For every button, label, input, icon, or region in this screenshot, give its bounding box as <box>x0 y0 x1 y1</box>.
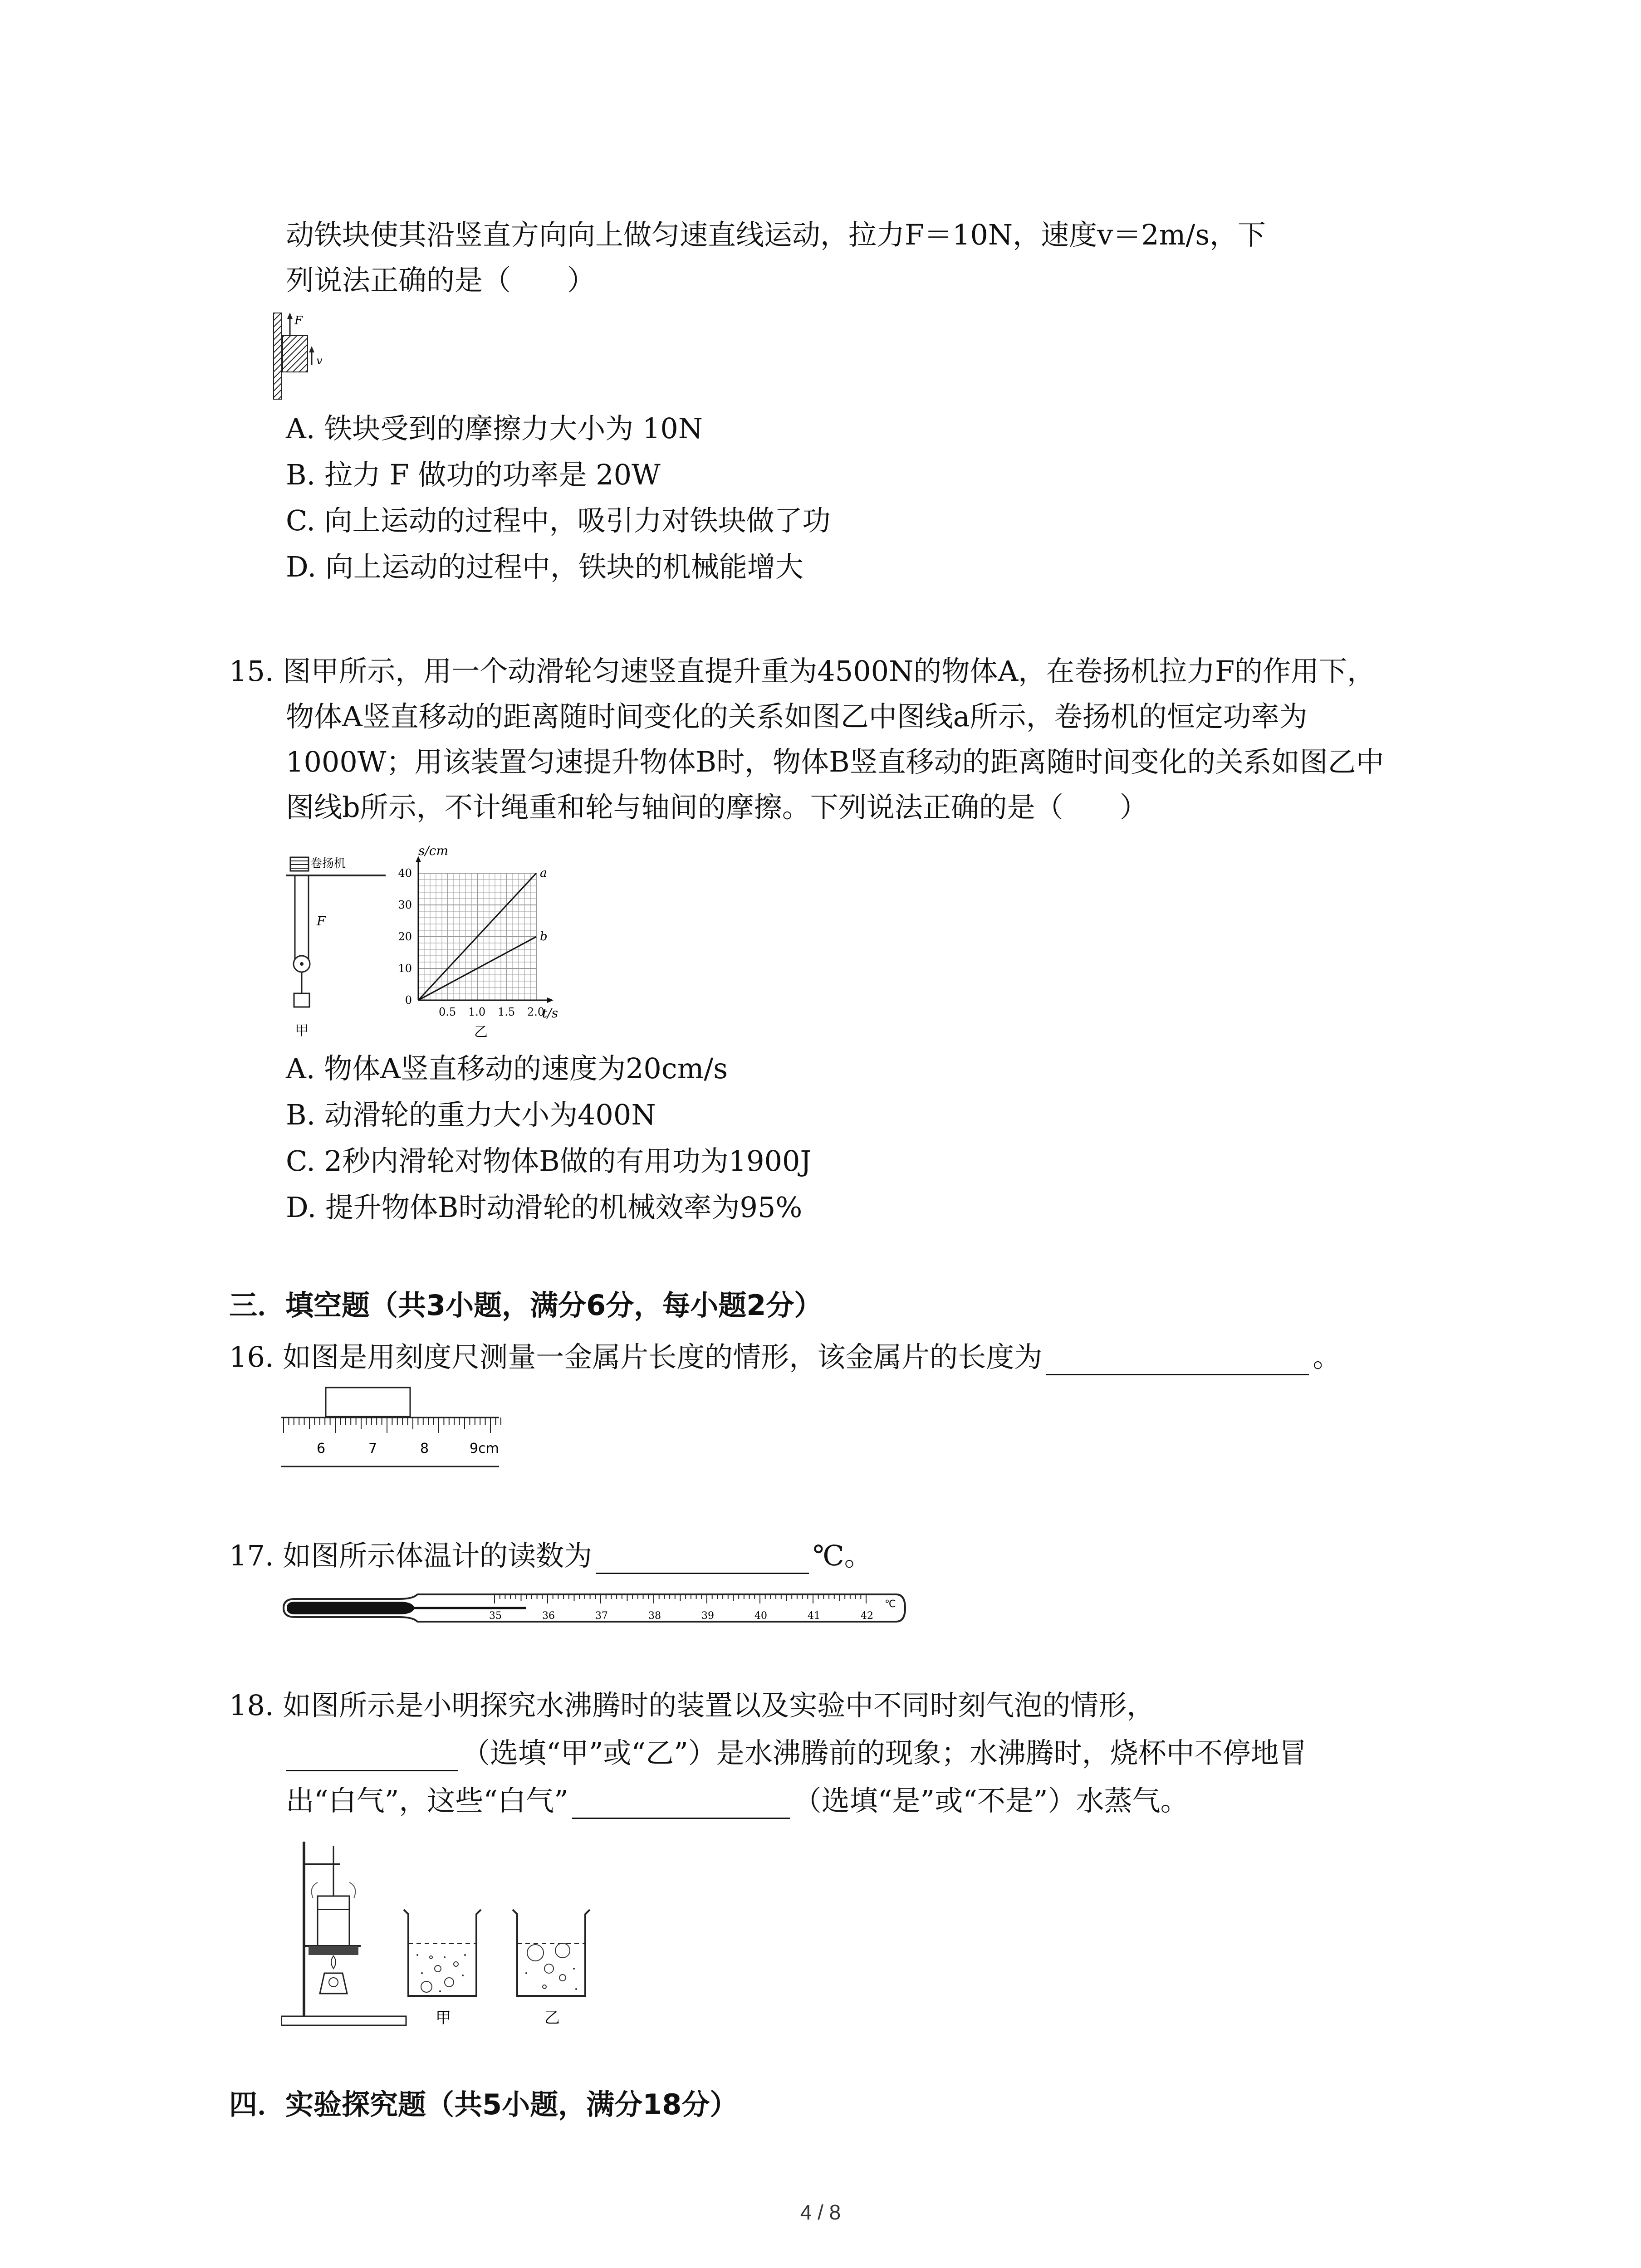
q16-ruler-figure <box>281 1386 517 1476</box>
x-axis-arrow-icon <box>547 997 554 1003</box>
chart-series <box>418 866 548 1000</box>
q14-line1: 动铁块使其沿竖直方向向上做匀速直线运动，拉力F＝10N，速度v＝2m/s，下 <box>286 218 1266 251</box>
q14-line2: 列说法正确的是（ ） <box>286 264 596 297</box>
arrow-head-icon <box>309 346 314 352</box>
q16-text: 16. 如图是用刻度尺测量一金属片长度的情形，该金属片的长度为 <box>229 1340 1043 1374</box>
q18-answer-blank-1[interactable] <box>286 1743 458 1771</box>
iron-block <box>283 336 308 372</box>
flame-icon <box>331 1956 336 1969</box>
thermo-label: 42 <box>861 1610 873 1622</box>
ruler-ticks <box>284 1418 501 1433</box>
q16-end: 。 <box>1313 1340 1341 1374</box>
ruler-label-6: 6 <box>317 1441 326 1457</box>
q18-line2 <box>286 1735 1307 1771</box>
magnet-wall <box>274 313 282 399</box>
metal-sheet <box>326 1388 410 1417</box>
y-tick-label: 0 <box>405 994 412 1007</box>
q14-option-c: C. 向上运动的过程中，吸引力对铁块做了功 <box>286 504 831 537</box>
thermo-label: 37 <box>595 1610 608 1622</box>
thermo-label: 35 <box>489 1610 502 1622</box>
q15-line2: 物体A竖直移动的距离随时间变化的关系如图乙中图线a所示，卷扬机的恒定功率为 <box>286 700 1308 733</box>
ruler-label-7: 7 <box>368 1441 377 1457</box>
q15-option-c: C. 2秒内滑轮对物体B做的有用功为1900J <box>286 1144 812 1178</box>
fig-jia-caption: 甲 <box>295 1023 309 1039</box>
thermo-label: 39 <box>701 1610 714 1622</box>
series-label-a: a <box>540 866 547 880</box>
q17-end: ℃。 <box>813 1539 872 1572</box>
q18-line3-text: 出“白气”，这些“白气” <box>286 1784 568 1817</box>
y-tick-label: 10 <box>398 962 412 975</box>
beaker-jia <box>404 1910 481 1996</box>
series-label-b: b <box>540 930 548 943</box>
q15-option-d: D. 提升物体B时动滑轮的机械效率为95% <box>286 1191 803 1224</box>
q15-line3: 1000W；用该装置匀速提升物体B时，物体B竖直移动的距离随时间变化的关系如图乙中 <box>286 745 1384 778</box>
q15-option-b: B. 动滑轮的重力大小为400N <box>286 1098 656 1131</box>
q17-text-line <box>229 1538 872 1574</box>
x-axis-label: t/s <box>542 1006 558 1021</box>
arrow-head-icon <box>287 313 293 319</box>
winch-label: 卷扬机 <box>310 857 346 870</box>
q17-text: 17. 如图所示体温计的读数为 <box>229 1539 593 1572</box>
x-tick-label: 2.0 <box>527 1006 545 1018</box>
section-4-title: 四．实验探究题（共5小题，满分18分） <box>229 2088 738 2121</box>
q16-answer-blank[interactable] <box>1046 1347 1309 1375</box>
wire-gauze <box>309 1946 358 1955</box>
ruler-label-8: 8 <box>420 1441 429 1457</box>
y-tick-label: 30 <box>398 899 412 911</box>
beaker <box>318 1896 349 1946</box>
q18-line3-text-after: （选填“是”或“不是”）水蒸气。 <box>793 1784 1189 1817</box>
q15-st-chart <box>386 837 567 1050</box>
stand-base <box>281 2016 406 2025</box>
thermo-label: 40 <box>754 1610 767 1622</box>
y-tick-label: 40 <box>398 867 412 880</box>
x-tick-label: 1.5 <box>498 1006 515 1018</box>
q18-line1: 18. 如图所示是小明探究水沸腾时的装置以及实验中不同时刻气泡的情形， <box>229 1689 1155 1722</box>
q18-line3 <box>286 1783 1189 1819</box>
q15-pulley-figure <box>281 848 390 1039</box>
thermometer-unit: ℃ <box>885 1598 896 1610</box>
q14-option-b: B. 拉力 F 做功的功率是 20W <box>286 458 661 491</box>
x-tick-label: 1.0 <box>468 1006 486 1018</box>
caption-yi: 乙 <box>544 2009 560 2027</box>
q14-option-d: D. 向上运动的过程中，铁块的机械能增大 <box>286 550 803 583</box>
y-tick-label: 20 <box>398 930 412 943</box>
q14-option-a: A. 铁块受到的摩擦力大小为 10N <box>286 412 703 445</box>
caption-jia: 甲 <box>436 2009 451 2027</box>
q18-answer-blank-2[interactable] <box>572 1790 790 1819</box>
thermo-label: 41 <box>808 1610 820 1622</box>
chart-caption: 乙 <box>474 1024 488 1040</box>
q15-line4: 图线b所示，不计绳重和轮与轴间的摩擦。下列说法正确的是（ ） <box>286 791 1148 824</box>
beaker-yi <box>513 1910 590 1996</box>
q18-boiling-apparatus <box>281 1837 408 2028</box>
x-tick-label: 0.5 <box>439 1006 456 1018</box>
q14-magnet-figure <box>270 311 343 401</box>
q18-line2-text: （选填“甲”或“乙”）是水沸腾前的现象；水沸腾时，烧杯中不停地冒 <box>462 1736 1307 1769</box>
q15-line1: 15. 图甲所示，用一个动滑轮匀速竖直提升重为4500N的物体A，在卷扬机拉力F的作用下， <box>229 655 1376 688</box>
thermometer-bulb <box>287 1602 414 1614</box>
q15-option-a: A. 物体A竖直移动的速度为20cm/s <box>286 1052 728 1085</box>
ruler-label-9cm: 9cm <box>470 1441 499 1457</box>
q17-thermometer-figure <box>281 1585 916 1631</box>
force-label: F <box>317 914 326 929</box>
thermo-label: 38 <box>648 1610 661 1622</box>
q16-text-line <box>229 1339 1341 1375</box>
object-block <box>294 993 309 1007</box>
q18-beaker-jia <box>399 1905 490 2032</box>
label-v: v <box>316 354 323 367</box>
q18-beaker-yi <box>508 1905 599 2032</box>
q17-answer-blank[interactable] <box>596 1545 809 1574</box>
thermo-label: 36 <box>542 1610 555 1622</box>
label-F: F <box>294 314 303 327</box>
page-number: 4 / 8 <box>800 2200 841 2224</box>
section-3-title: 三．填空题（共3小题，满分6分，每小题2分） <box>229 1289 823 1322</box>
y-axis-label: s/cm <box>418 843 449 858</box>
